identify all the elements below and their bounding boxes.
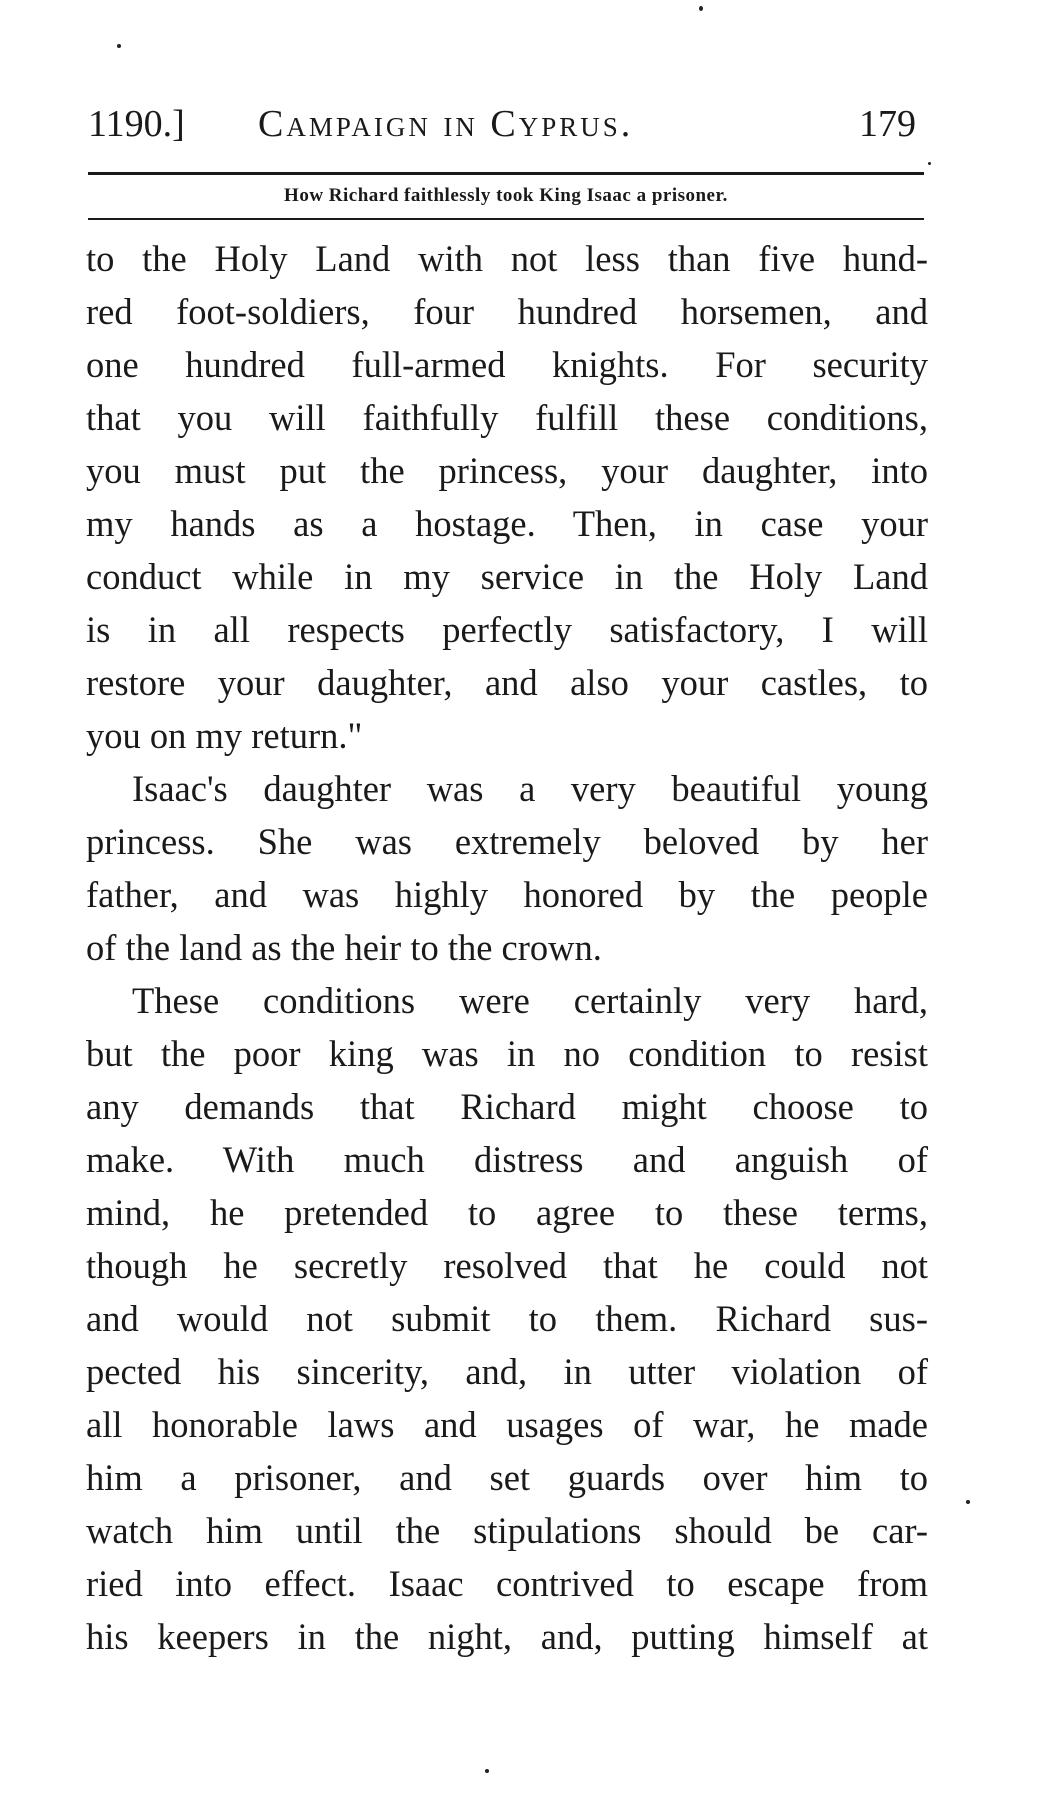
text-line: of the land as the heir to the crown. (86, 927, 602, 968)
text-line: is in all respects perfectly satisfactory, I will (86, 609, 928, 650)
text-line: princess. She was extremely beloved by her (86, 821, 928, 862)
print-speck (699, 6, 703, 11)
print-speck (117, 44, 121, 48)
text-line: all honorable laws and usages of war, he made (86, 1404, 928, 1445)
text-line: pected his sincerity, and, in utter violation of (86, 1351, 928, 1392)
text-line: make. With much distress and anguish of (86, 1139, 928, 1180)
text-line: ried into effect. Isaac contrived to escape from (86, 1563, 928, 1604)
text-line: watch him until the stipulations should be car- (86, 1510, 928, 1551)
text-line: to the Holy Land with not less than five hund- (86, 238, 928, 279)
text-line: that you will faithfully fulfill these conditions, (86, 397, 928, 438)
header-rule-bottom (88, 218, 924, 220)
text-line: conduct while in my service in the Holy Land (86, 556, 928, 597)
print-speck (485, 1769, 489, 1773)
text-line: but the poor king was in no condition to resist (86, 1033, 928, 1074)
text-line: any demands that Richard might choose to (86, 1086, 928, 1127)
page-number: 179 (859, 103, 916, 145)
text-line: my hands as a hostage. Then, in case your (86, 503, 928, 544)
header-rule-top (88, 172, 924, 175)
running-header (88, 96, 924, 152)
text-line: one hundred full-armed knights. For security (86, 344, 928, 385)
text-line: him a prisoner, and set guards over him to (86, 1457, 928, 1498)
text-line: These conditions were certainly very hard, (132, 980, 928, 1021)
text-line: mind, he pretended to agree to these terms, (86, 1192, 928, 1233)
print-speck (928, 162, 931, 165)
body-text (86, 232, 928, 1663)
header-year: 1190.] (88, 103, 185, 145)
text-line: red foot-soldiers, four hundred horsemen, and (86, 291, 928, 332)
text-line: and would not submit to them. Richard sus- (86, 1298, 928, 1339)
text-line: his keepers in the night, and, putting himself at (86, 1616, 928, 1657)
text-line: father, and was highly honored by the people (86, 874, 928, 915)
print-speck (966, 1500, 970, 1504)
section-subtitle: How Richard faithlessly took King Isaac a prisoner. (284, 185, 728, 206)
text-line: restore your daughter, and also your castles, to (86, 662, 928, 703)
text-line: you on my return." (86, 715, 363, 756)
header-title: Campaign in Cyprus. (258, 103, 634, 145)
text-line: Isaac's daughter was a very beautiful young (132, 768, 928, 809)
text-line: though he secretly resolved that he could not (86, 1245, 928, 1286)
text-line: you must put the princess, your daughter, into (86, 450, 928, 491)
